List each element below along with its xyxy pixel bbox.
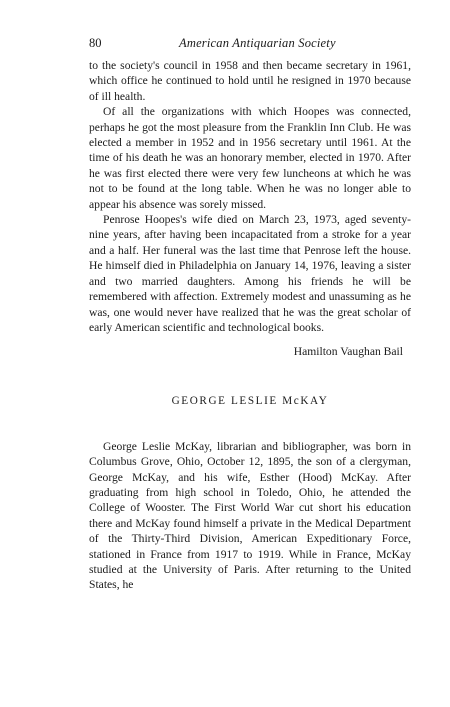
paragraph-franklin-inn: Of all the organizations with which Hoopes was connected, perhaps he got the most pleasure from the Franklin Inn Club. He was elected a member in 1952 and in 1956 secretary until 1961. At the time of his death he was an honorary member, elected in 1970. After he was first elected there were very few luncheons at which he was not to be found at the long table. When he was no longer able to appear his absence was sorely missed.	[89, 105, 411, 211]
section-heading: GEORGE LESLIE McKAY	[171, 394, 329, 407]
page-number: 80	[89, 36, 102, 50]
author-signature: Hamilton Vaughan Bail	[293, 345, 403, 359]
journal-title: American Antiquarian Society	[179, 36, 336, 50]
paragraph-death: Penrose Hoopes's wife died on March 23, 1973, aged seventy-nine years, after having been incapacitated from a stroke for a year and a half. Her funeral was the last time that Penrose left the house. He himself died in Philadelphia on January 14, 1976, leaving a sister and two married daughters. Among his friends he will be remembered with affection. Extremely modest and unassuming as he was, one would never have realized that he was the great scholar of early American scientific and technological books.	[89, 213, 411, 334]
paragraph-mckay-bio: George Leslie McKay, librarian and bibliographer, was born in Columbus Grove, Ohio, October 12, 1895, the son of a clergyman, George McKay, and his wife, Esther (Hood) McKay. After graduating from high school in Toledo, Ohio, he attended the College of Wooster. The First World War cut short his education there and McKay found himself a private in the Medical Department of the Thirty-Third Division, American Expeditionary Force, stationed in France from 1917 to 1919. While in France, McKay studied at the University of Paris. After returning to the United States, he	[89, 439, 411, 592]
document-page	[89, 36, 411, 593]
paragraph-continued: to the society's council in 1958 and then became secretary in 1961, which office he continued to hold until he resigned in 1970 because of ill health.	[89, 59, 411, 103]
running-head	[89, 36, 411, 51]
